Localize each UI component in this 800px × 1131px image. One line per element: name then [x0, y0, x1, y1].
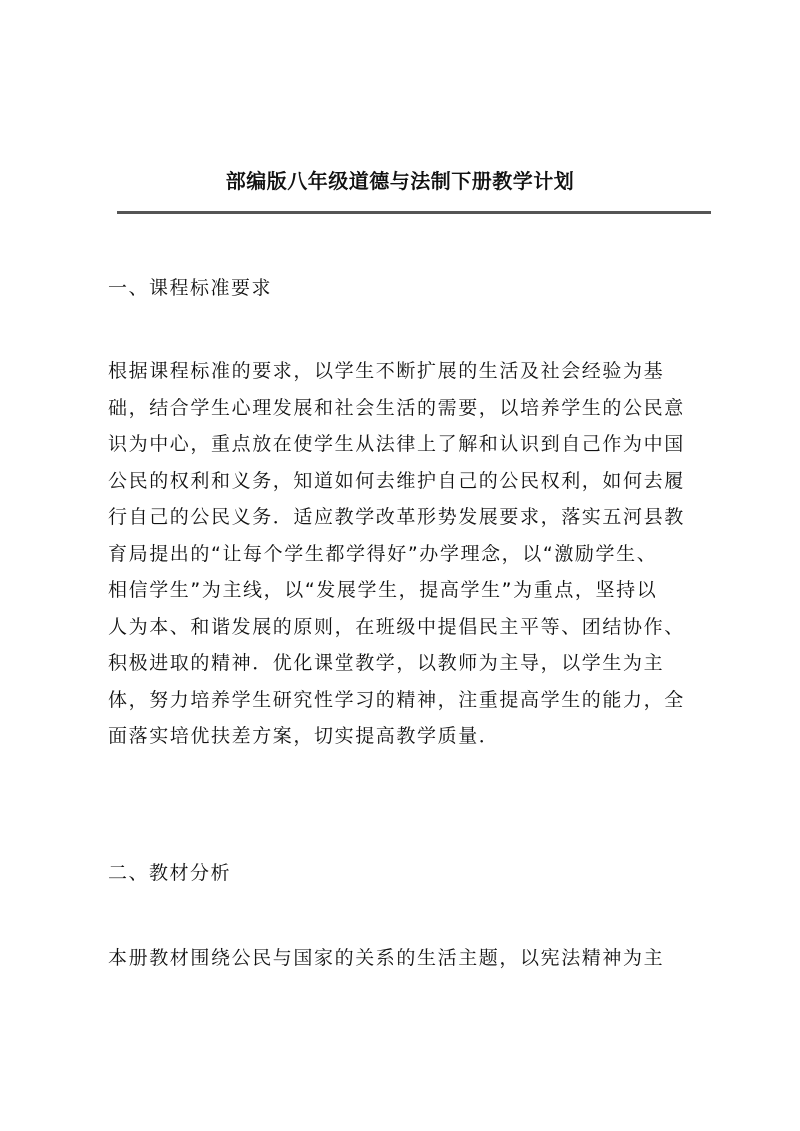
paragraph-line: 公民的权利和义务，知道如何去维护自己的公民权利，如何去履	[108, 469, 685, 492]
paragraph-line: 础，结合学生心理发展和社会生活的需要，以培养学生的公民意	[108, 396, 685, 419]
paragraph-line: 识为中心，重点放在使学生从法律上了解和认识到自己作为中国	[108, 433, 685, 455]
section-1-paragraph	[108, 353, 708, 755]
section-heading-2: 二、教材分析	[108, 862, 232, 884]
title-underline-rule	[117, 211, 711, 214]
document-title: 部编版八年级道德与法制下册教学计划	[225, 169, 575, 193]
paragraph-line: 人为本、和谐发展的原则，在班级中提倡民主平等、团结协作、	[108, 615, 685, 638]
paragraph-line: 育局提出的“让每个学生都学得好”办学理念，以“激励学生、	[108, 542, 658, 565]
paragraph-line: 积极进取的精神．优化课堂教学，以教师为主导，以学生为主	[108, 652, 665, 674]
paragraph-line: 根据课程标准的要求，以学生不断扩展的生活及社会经验为基	[108, 360, 665, 382]
paragraph-line: 本册教材围绕公民与国家的关系的生活主题，以宪法精神为主	[108, 947, 665, 969]
section-heading-1: 一、课程标准要求	[108, 277, 273, 299]
section-2-paragraph	[108, 940, 708, 977]
paragraph-line: 体，努力培养学生研究性学习的精神，注重提高学生的能力，全	[108, 688, 685, 711]
paragraph-line: 面落实培优扶差方案，切实提高教学质量．	[108, 725, 500, 747]
paragraph-line: 行自己的公民义务．适应教学改革形势发展要求，落实五河县教	[108, 506, 685, 528]
paragraph-line: 相信学生”为主线，以“发展学生，提高学生”为重点，坚持以	[108, 579, 658, 601]
